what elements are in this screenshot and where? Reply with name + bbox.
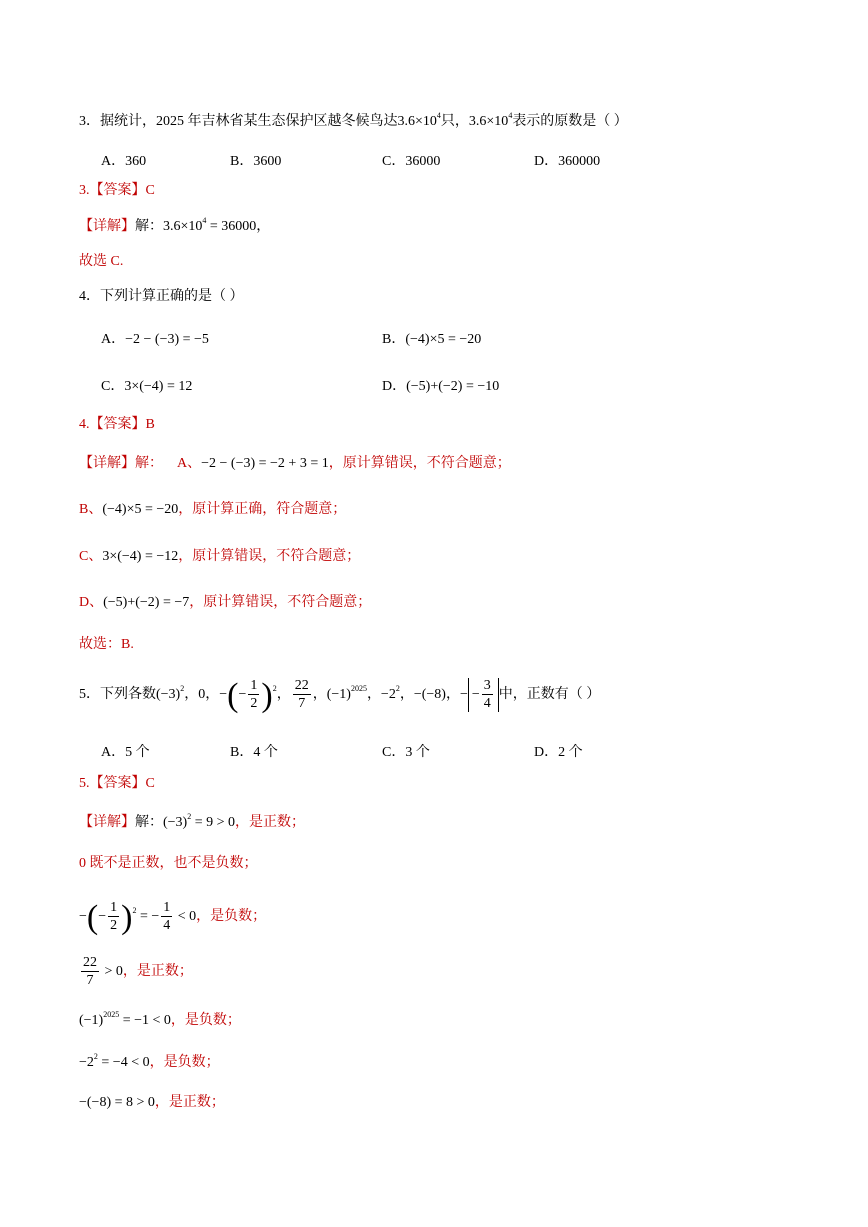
q5-option-b[interactable]: B．4 个 <box>230 745 278 760</box>
q5-detail-4: $\frac{22}{7}$ > 0，是正数； <box>83 955 193 989</box>
q5-detail-2: 0 既不是正数，也不是负数； <box>79 856 258 871</box>
q5-option-a[interactable]: A．5 个 <box>101 745 150 760</box>
q3-conclusion: 故选 C. <box>79 254 124 269</box>
q4-option-b-expr: (−4)×5 = −20 <box>405 332 482 347</box>
q4-stem: 4．下列计算正确的是（ ） <box>79 289 244 304</box>
q3-stem-mid: 只， <box>440 114 469 129</box>
q3-option-d[interactable]: D．360000 <box>534 154 601 169</box>
q4-detail-d: D、(−5)+(−2) = −7，原计算错误，不符合题意； <box>79 595 372 610</box>
q4-conclusion: 故选：B. <box>79 637 134 652</box>
q4-detail-a: 【详解】解： A、−2 − (−3) = −2 + 3 = 1，原计算错误，不符合题意； <box>79 456 511 471</box>
q4-answer: 4.【答案】B <box>79 417 155 432</box>
q5-answer: 5.【答案】C <box>79 776 155 791</box>
q5-detail-5: $(-1)^{2025} = -1 < 0$，是负数； <box>79 1010 241 1028</box>
q5-option-c[interactable]: C．3 个 <box>382 745 430 760</box>
q3-detail <box>79 216 271 234</box>
q3-option-a[interactable]: A．360 <box>101 154 147 169</box>
q3-sci-2: $3.6\times 10^4$ <box>468 111 513 129</box>
q3-stem-suffix: 表示的原数是（ ） <box>512 114 628 129</box>
q4-detail-b-expr: (−4)×5 = −20 <box>102 502 179 517</box>
q4-option-c-expr: 3×(−4) = 12 <box>124 379 193 394</box>
q3-stem-prefix: 3．据统计，2025 年吉林省某生态保护区越冬候鸟达 <box>79 114 398 129</box>
q3-option-c[interactable]: C．36000 <box>382 154 441 169</box>
q3-stem <box>79 111 628 129</box>
q4-detail-a-expr: −2 − (−3) = −2 + 3 = 1 <box>201 456 329 471</box>
q5-stem-prefix: 5．下列各数 <box>79 687 156 702</box>
q5-stem <box>79 676 600 717</box>
q5-detail-7: −(−8) = 8 > 0，是正数； <box>79 1095 225 1110</box>
q4-option-d-expr: (−5)+(−2) = −10 <box>406 379 500 394</box>
q3-option-b[interactable]: B．3600 <box>230 154 282 169</box>
q4-option-a[interactable]: A．−2 − (−3) = −5 <box>101 332 209 347</box>
q3-answer: 3.【答案】C <box>79 183 155 198</box>
q5-numbers: $(-3)^2$，0，−(− $\frac{1}{2}$ )$^2$， $\frac{22}{7}$ ，$(-1)^{2025}$，$-2^2$，−(−8)，− − $\frac{3}{4}$ <box>156 687 499 702</box>
q5-option-d[interactable]: D．2 个 <box>534 745 583 760</box>
q4-option-b[interactable]: B．(−4)×5 = −20 <box>382 332 482 347</box>
q4-detail-b: B、(−4)×5 = −20，原计算正确，符合题意； <box>79 502 347 517</box>
q5-detail-6: $-2^2 = -4 < 0$，是负数； <box>79 1052 220 1070</box>
q3-detail-jie: 解： <box>135 219 163 234</box>
q5-stem-suffix: 中，正数有（ ） <box>498 687 601 702</box>
q4-option-d[interactable]: D．(−5)+(−2) = −10 <box>382 379 500 394</box>
q3-detail-head: 【详解】 <box>79 219 135 234</box>
q4-option-a-expr: −2 − (−3) = −5 <box>125 332 209 347</box>
q4-detail-d-expr: (−5)+(−2) = −7 <box>103 595 190 610</box>
q4-detail-c: C、3×(−4) = −12，原计算错误，不符合题意； <box>79 549 361 564</box>
q4-option-c[interactable]: C．3×(−4) = 12 <box>101 379 193 394</box>
q5-detail-3: −(− $\frac{1}{2}$ )$^2$ = − $\frac{1}{4}$ < 0，是负数； <box>79 899 267 936</box>
q5-detail-1: 【详解】解：$(-3)^2 = 9 > 0$，是正数； <box>79 812 306 830</box>
q3-detail-expr: $3.6\times 10^4 = 36000$， <box>163 216 271 234</box>
q3-sci-1: $3.6\times 10^4$ <box>397 111 441 129</box>
q4-detail-c-expr: 3×(−4) = −12 <box>102 549 179 564</box>
